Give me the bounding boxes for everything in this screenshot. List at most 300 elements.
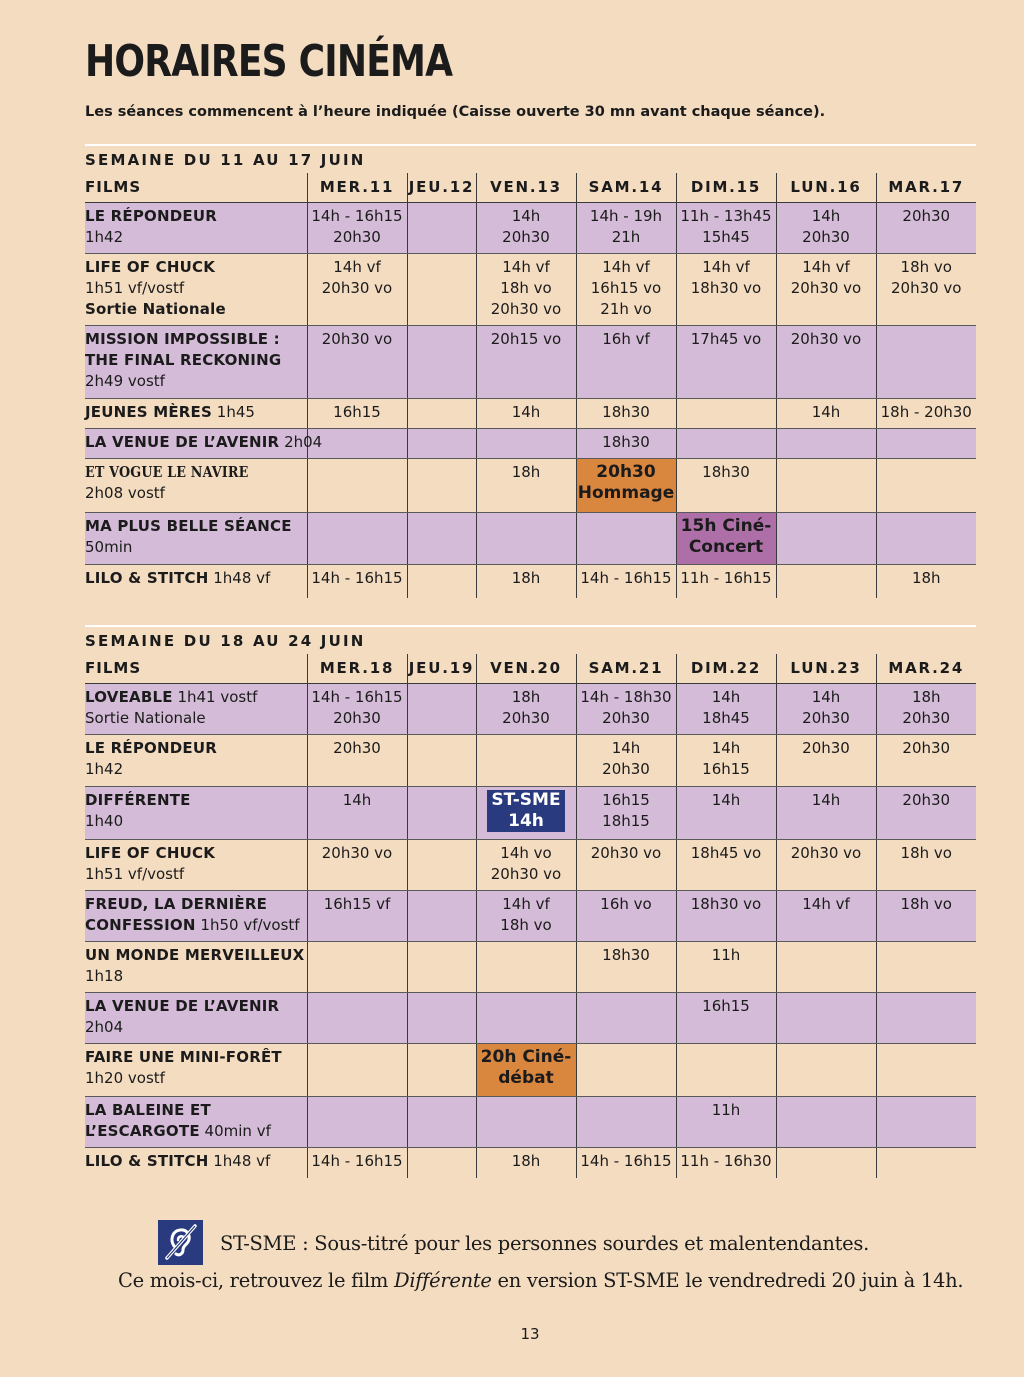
showtime-text: 20h30 <box>802 739 850 757</box>
film-title: LA BALEINE ET <box>85 1101 211 1119</box>
day-column-header: MER.11 <box>307 173 407 203</box>
films-column-header: FILMS <box>85 173 307 203</box>
showtime-text: 18h 20h30 <box>902 688 951 727</box>
showtime-cell <box>676 254 776 326</box>
showtime-text: 16h vo <box>600 895 652 913</box>
showtime-cell <box>407 429 476 459</box>
film-detail: 40min vf <box>199 1122 271 1140</box>
film-info-cell <box>85 1148 307 1178</box>
film-line-2-text: CONFESSION <box>85 916 196 934</box>
film-info-cell <box>85 399 307 429</box>
showtime-cell <box>476 1097 576 1148</box>
showtime-text: 14h - 16h15 <box>311 1152 403 1170</box>
film-info-cell <box>85 891 307 942</box>
showtime-cell <box>307 326 407 399</box>
film-title: MA PLUS BELLE SÉANCE <box>85 517 292 535</box>
showtime-text: 18h vo 20h30 vo <box>890 258 962 297</box>
showtime-cell <box>307 513 407 565</box>
showtime-cell <box>676 891 776 942</box>
film-title: LE RÉPONDEUR <box>85 207 217 225</box>
film-title: LE RÉPONDEUR <box>85 739 217 757</box>
film-info-cell <box>85 840 307 891</box>
showtime-text: 18h30 <box>602 946 650 964</box>
showtime-cell <box>576 993 676 1044</box>
film-row <box>85 1148 976 1178</box>
showtime-cell <box>876 459 976 513</box>
showtime-cell <box>576 429 676 459</box>
showtime-text: 20h30 vo <box>790 844 862 862</box>
showtime-cell <box>476 735 576 787</box>
showtime-cell <box>407 513 476 565</box>
showtime-text: 20h30 <box>902 791 951 809</box>
film-title-line <box>85 894 307 915</box>
film-info-cell <box>85 326 307 399</box>
showtime-cell <box>676 787 776 840</box>
showtime-cell <box>576 942 676 993</box>
film-line-2-text: 50min <box>85 538 133 556</box>
showtime-cell <box>476 787 576 840</box>
film-line-3 <box>85 371 307 392</box>
showtime-cell <box>307 684 407 735</box>
showtime-text: 18h45 vo <box>690 844 762 862</box>
film-title: UN MONDE MERVEILLEUX <box>85 946 305 964</box>
showtime-cell <box>576 735 676 787</box>
showtime-text: 11h - 13h45 15h45 <box>680 207 772 246</box>
day-column-header: VEN.13 <box>476 173 576 203</box>
showtime-text: 14h 20h30 <box>802 688 850 727</box>
showtime-cell <box>407 1044 476 1097</box>
film-line-2 <box>85 483 307 504</box>
showtime-cell <box>876 513 976 565</box>
film-detail: 1h48 vf <box>208 569 271 587</box>
showtime-text: 14h <box>342 791 372 809</box>
showtime-cell <box>676 993 776 1044</box>
film-title: FREUD, LA DERNIÈRE <box>85 895 268 913</box>
showtime-cell <box>476 429 576 459</box>
showtime-cell <box>876 993 976 1044</box>
film-info-cell <box>85 684 307 735</box>
showtime-text: 16h15 vf <box>323 895 391 913</box>
showtime-cell <box>307 1148 407 1178</box>
showtime-cell <box>676 513 776 565</box>
showtime-cell <box>307 840 407 891</box>
st-sme-badge: ST-SME 14h <box>487 790 564 832</box>
showtime-cell <box>676 459 776 513</box>
showtime-text: 14h vo 20h30 vo <box>490 844 562 883</box>
film-line-2 <box>85 864 307 885</box>
film-info-cell <box>85 993 307 1044</box>
showtime-cell <box>476 993 576 1044</box>
film-title: ET VOGUE LE NAVIRE <box>85 463 249 481</box>
showtime-cell <box>676 1148 776 1178</box>
page-number: 13 <box>520 1325 540 1343</box>
film-title-line <box>85 402 307 423</box>
showtime-cell <box>407 1148 476 1178</box>
film-title-line <box>85 206 307 227</box>
showtime-text: 14h - 18h30 20h30 <box>580 688 672 727</box>
showtime-cell <box>407 326 476 399</box>
showtime-text: 18h30 <box>602 403 650 421</box>
film-detail: 2h04 <box>279 433 323 451</box>
showtime-cell <box>876 203 976 254</box>
film-title-line <box>85 516 307 537</box>
showtime-cell <box>407 993 476 1044</box>
showtime-cell <box>407 942 476 993</box>
film-title: MISSION IMPOSSIBLE : <box>85 330 280 348</box>
film-line-2-text: 1h51 vf/vostf <box>85 279 185 297</box>
showtime-text: 16h15 <box>333 403 381 421</box>
film-title-line <box>85 687 307 708</box>
showtime-text: 18h vo <box>900 895 952 913</box>
showtime-cell <box>407 565 476 598</box>
showtime-cell <box>676 203 776 254</box>
showtime-cell <box>476 565 576 598</box>
showtime-cell <box>307 891 407 942</box>
showtime-text: 16h15 18h15 <box>602 791 650 830</box>
footer-legend: ST-SME : Sous-titré pour les personnes sourdes et malentendantes. <box>220 1232 869 1255</box>
film-row <box>85 513 976 565</box>
showtime-cell <box>776 684 876 735</box>
showtime-cell <box>407 254 476 326</box>
showtime-cell <box>876 1148 976 1178</box>
film-row <box>85 203 976 254</box>
footer-note <box>118 1269 963 1292</box>
week-label: SEMAINE DU 11 AU 17 JUIN <box>85 151 366 169</box>
showtime-cell <box>876 254 976 326</box>
film-title: LA VENUE DE L’AVENIR <box>85 997 280 1015</box>
showtime-text: 20h15 vo <box>490 330 562 348</box>
film-title-line <box>85 1100 307 1121</box>
showtime-cell <box>676 399 776 429</box>
showtime-text: 14h <box>811 791 841 809</box>
showtime-cell <box>407 840 476 891</box>
day-column-header: SAM.21 <box>576 654 676 684</box>
showtime-cell <box>576 399 676 429</box>
showtime-cell <box>776 513 876 565</box>
showtime-cell <box>776 891 876 942</box>
film-title-line <box>85 568 307 589</box>
showtime-text: 18h <box>911 569 941 587</box>
showtime-cell <box>407 684 476 735</box>
film-row <box>85 459 976 513</box>
showtime-cell <box>776 203 876 254</box>
showtime-text: 20h30 vo <box>590 844 662 862</box>
showtime-text: 14h - 16h15 <box>580 569 672 587</box>
film-title: LILO & STITCH <box>85 569 209 587</box>
showtime-text: 14h - 16h15 20h30 <box>311 207 403 246</box>
showtime-cell <box>407 891 476 942</box>
film-detail: 1h45 <box>212 403 255 421</box>
film-line-2 <box>85 759 307 780</box>
showtime-cell <box>307 1044 407 1097</box>
showtime-cell <box>576 891 676 942</box>
showtime-cell <box>307 942 407 993</box>
film-row <box>85 891 976 942</box>
showtime-cell <box>307 735 407 787</box>
film-row <box>85 942 976 993</box>
film-line-2-text: Sortie Nationale <box>85 709 206 727</box>
day-column-header: DIM.15 <box>676 173 776 203</box>
showtime-cell <box>676 942 776 993</box>
film-line-2 <box>85 350 307 371</box>
showtime-text: 16h15 <box>702 997 750 1015</box>
showtime-cell <box>876 1044 976 1097</box>
showtime-cell <box>876 399 976 429</box>
showtime-cell <box>676 840 776 891</box>
film-row <box>85 429 976 459</box>
day-column-header: VEN.20 <box>476 654 576 684</box>
showtime-cell <box>676 684 776 735</box>
film-line-2 <box>85 1121 307 1142</box>
film-info-cell <box>85 203 307 254</box>
film-line-2-text: 1h42 <box>85 760 124 778</box>
film-title: FAIRE UNE MINI-FORÊT <box>85 1048 282 1066</box>
film-detail: 1h50 vf/vostf <box>195 916 300 934</box>
film-title: LILO & STITCH <box>85 1152 209 1170</box>
film-title-line <box>85 432 323 453</box>
showtime-cell <box>307 993 407 1044</box>
showtime-cell <box>676 429 776 459</box>
film-title: DIFFÉRENTE <box>85 791 191 809</box>
film-title: LOVEABLE <box>85 688 173 706</box>
showtime-cell <box>876 840 976 891</box>
showtime-cell <box>407 735 476 787</box>
film-line-2-text: L’ESCARGOTE <box>85 1122 200 1140</box>
film-title-line <box>85 1151 307 1172</box>
film-row <box>85 787 976 840</box>
showtime-text: 11h <box>711 1101 741 1119</box>
hearing-impaired-icon <box>158 1220 203 1265</box>
showtime-cell <box>476 399 576 429</box>
day-column-header: JEU.19 <box>407 654 476 684</box>
day-column-header: LUN.23 <box>776 654 876 684</box>
film-title-line <box>85 996 307 1017</box>
showtime-cell <box>676 1044 776 1097</box>
showtime-cell <box>576 565 676 598</box>
footer-note-film: Différente <box>393 1269 492 1292</box>
showtime-cell <box>776 459 876 513</box>
showtime-cell <box>776 735 876 787</box>
film-row <box>85 254 976 326</box>
showtime-text: 18h30 <box>602 433 650 451</box>
film-line-2-text: 1h18 <box>85 967 124 985</box>
showtime-cell <box>776 1148 876 1178</box>
showtime-cell <box>476 326 576 399</box>
showtime-text: 14h vf 18h vo 20h30 vo <box>490 258 562 318</box>
film-line-2 <box>85 708 307 729</box>
showtime-text: 11h <box>711 946 741 964</box>
film-info-cell <box>85 513 307 565</box>
showtime-text: 20h30 vo <box>321 330 393 348</box>
showtime-cell <box>776 840 876 891</box>
showtime-cell <box>307 1097 407 1148</box>
film-row <box>85 993 976 1044</box>
showtime-text: 18h <box>511 569 541 587</box>
showtime-cell <box>676 1097 776 1148</box>
showtime-cell <box>676 326 776 399</box>
film-title-line <box>85 738 307 759</box>
showtime-cell <box>476 840 576 891</box>
showtime-cell <box>307 254 407 326</box>
film-line-2-text: 1h42 <box>85 228 124 246</box>
showtime-cell <box>407 399 476 429</box>
showtime-text: 15h Ciné- Concert <box>680 516 772 557</box>
film-title-line <box>85 843 307 864</box>
showtime-cell <box>776 429 876 459</box>
showtime-text: 14h <box>811 403 841 421</box>
showtime-cell <box>576 459 676 513</box>
film-line-2 <box>85 227 307 248</box>
showtime-cell <box>876 684 976 735</box>
showtime-text: 17h45 vo <box>690 330 762 348</box>
showtime-cell <box>876 787 976 840</box>
film-line-2 <box>85 278 307 299</box>
film-line-2-text: THE FINAL RECKONING <box>85 351 282 369</box>
showtime-text: 18h <box>511 463 541 481</box>
showtime-text: 18h vo <box>900 844 952 862</box>
film-info-cell <box>85 459 307 513</box>
film-line-2 <box>85 811 307 832</box>
showtime-cell <box>676 565 776 598</box>
day-column-header: JEU.12 <box>407 173 476 203</box>
showtime-cell <box>576 1044 676 1097</box>
showtime-cell <box>876 429 976 459</box>
film-line-2-text: 1h20 vostf <box>85 1069 165 1087</box>
film-row <box>85 840 976 891</box>
film-row <box>85 1044 976 1097</box>
film-row <box>85 565 976 598</box>
showtime-cell <box>307 203 407 254</box>
film-info-cell <box>85 1097 307 1148</box>
film-line-2 <box>85 966 307 987</box>
showtime-cell <box>576 840 676 891</box>
showtime-text: 14h 16h15 <box>702 739 750 778</box>
film-row <box>85 735 976 787</box>
table-header-row <box>85 173 976 203</box>
showtime-cell <box>876 1097 976 1148</box>
showtime-text: 20h30 vo <box>321 844 393 862</box>
showtime-cell <box>307 399 407 429</box>
showtime-text: 20h30 <box>333 739 381 757</box>
showtime-text: 11h - 16h30 <box>680 1152 772 1170</box>
showtime-text: 20h Ciné- débat <box>480 1047 572 1088</box>
showtime-cell <box>476 1148 576 1178</box>
showtime-cell <box>576 513 676 565</box>
film-info-cell <box>85 942 307 993</box>
film-title-line <box>85 257 307 278</box>
showtime-text: 14h <box>511 403 541 421</box>
showtime-cell <box>476 684 576 735</box>
showtime-text: 14h <box>711 791 741 809</box>
showtime-text: 20h30 <box>902 207 951 225</box>
showtime-text: 18h30 vo <box>690 895 762 913</box>
showtime-cell <box>576 1097 676 1148</box>
film-title-line <box>85 790 307 811</box>
showtime-text: 14h - 16h15 <box>311 569 403 587</box>
showtime-cell <box>576 254 676 326</box>
showtime-cell <box>476 513 576 565</box>
film-info-cell <box>85 429 323 459</box>
film-title: LIFE OF CHUCK <box>85 258 216 276</box>
film-info-cell <box>85 254 307 326</box>
week-label: SEMAINE DU 18 AU 24 JUIN <box>85 632 366 650</box>
film-info-cell <box>85 787 307 840</box>
showtime-cell <box>307 459 407 513</box>
film-info-cell <box>85 735 307 787</box>
table-header-row <box>85 654 976 684</box>
film-info-cell <box>85 565 307 598</box>
film-detail: 1h48 vf <box>208 1152 271 1170</box>
showtime-cell <box>876 891 976 942</box>
film-title-line <box>85 462 307 483</box>
showtime-text: 18h <box>511 1152 541 1170</box>
showtime-text: 14h vf 16h15 vo 21h vo <box>590 258 662 318</box>
showtime-cell <box>407 203 476 254</box>
showtime-text: 14h 20h30 <box>802 207 850 246</box>
showtime-text: 14h - 19h 21h <box>589 207 663 246</box>
showtime-text: 16h vf <box>602 330 650 348</box>
showtime-text: 14h vf <box>802 895 850 913</box>
showtime-cell <box>876 565 976 598</box>
film-line-2-text: 1h40 <box>85 812 124 830</box>
day-column-header: LUN.16 <box>776 173 876 203</box>
showtime-text: 14h 20h30 <box>502 207 550 246</box>
showtime-text: 14h vf 20h30 vo <box>790 258 862 297</box>
film-line-3-text: Sortie Nationale <box>85 300 226 318</box>
showtime-cell <box>407 459 476 513</box>
showtime-cell <box>576 684 676 735</box>
showtime-text: 20h30 vo <box>790 330 862 348</box>
showtime-cell <box>876 942 976 993</box>
film-line-2 <box>85 537 307 558</box>
day-column-header: MAR.24 <box>876 654 976 684</box>
film-line-2-text: 2h04 <box>85 1018 124 1036</box>
film-row <box>85 1097 976 1148</box>
showtime-cell <box>776 942 876 993</box>
showtime-cell <box>576 787 676 840</box>
week-schedule-2 <box>85 625 976 1178</box>
day-column-header: SAM.14 <box>576 173 676 203</box>
showtime-cell <box>576 326 676 399</box>
showtime-cell <box>876 326 976 399</box>
showtime-cell <box>576 203 676 254</box>
showtime-text: 14h 18h45 <box>702 688 750 727</box>
film-line-2 <box>85 915 307 936</box>
showtime-text: 14h - 16h15 20h30 <box>311 688 403 727</box>
showtime-text: 14h vf 20h30 vo <box>321 258 393 297</box>
showtime-text: 14h vf 18h30 vo <box>690 258 762 297</box>
day-column-header: MAR.17 <box>876 173 976 203</box>
film-title-line <box>85 329 307 350</box>
showtime-cell <box>407 1097 476 1148</box>
film-title: LIFE OF CHUCK <box>85 844 216 862</box>
showtime-cell <box>476 254 576 326</box>
week-schedule-1 <box>85 144 976 598</box>
showtime-cell <box>776 326 876 399</box>
showtime-text: 18h 20h30 <box>502 688 550 727</box>
films-column-header: FILMS <box>85 654 307 684</box>
showtime-cell <box>476 1044 576 1097</box>
showtime-text: 18h - 20h30 <box>880 403 972 421</box>
showtime-text: 11h - 16h15 <box>680 569 772 587</box>
page-title: HORAIRES CINÉMA <box>85 36 453 87</box>
film-line-3-text: 2h49 vostf <box>85 372 165 390</box>
film-row <box>85 326 976 399</box>
showtime-text: 20h30 <box>902 739 951 757</box>
film-detail: 1h41 vostf <box>172 688 258 706</box>
showtime-text: 18h30 <box>702 463 750 481</box>
film-line-2 <box>85 1068 307 1089</box>
